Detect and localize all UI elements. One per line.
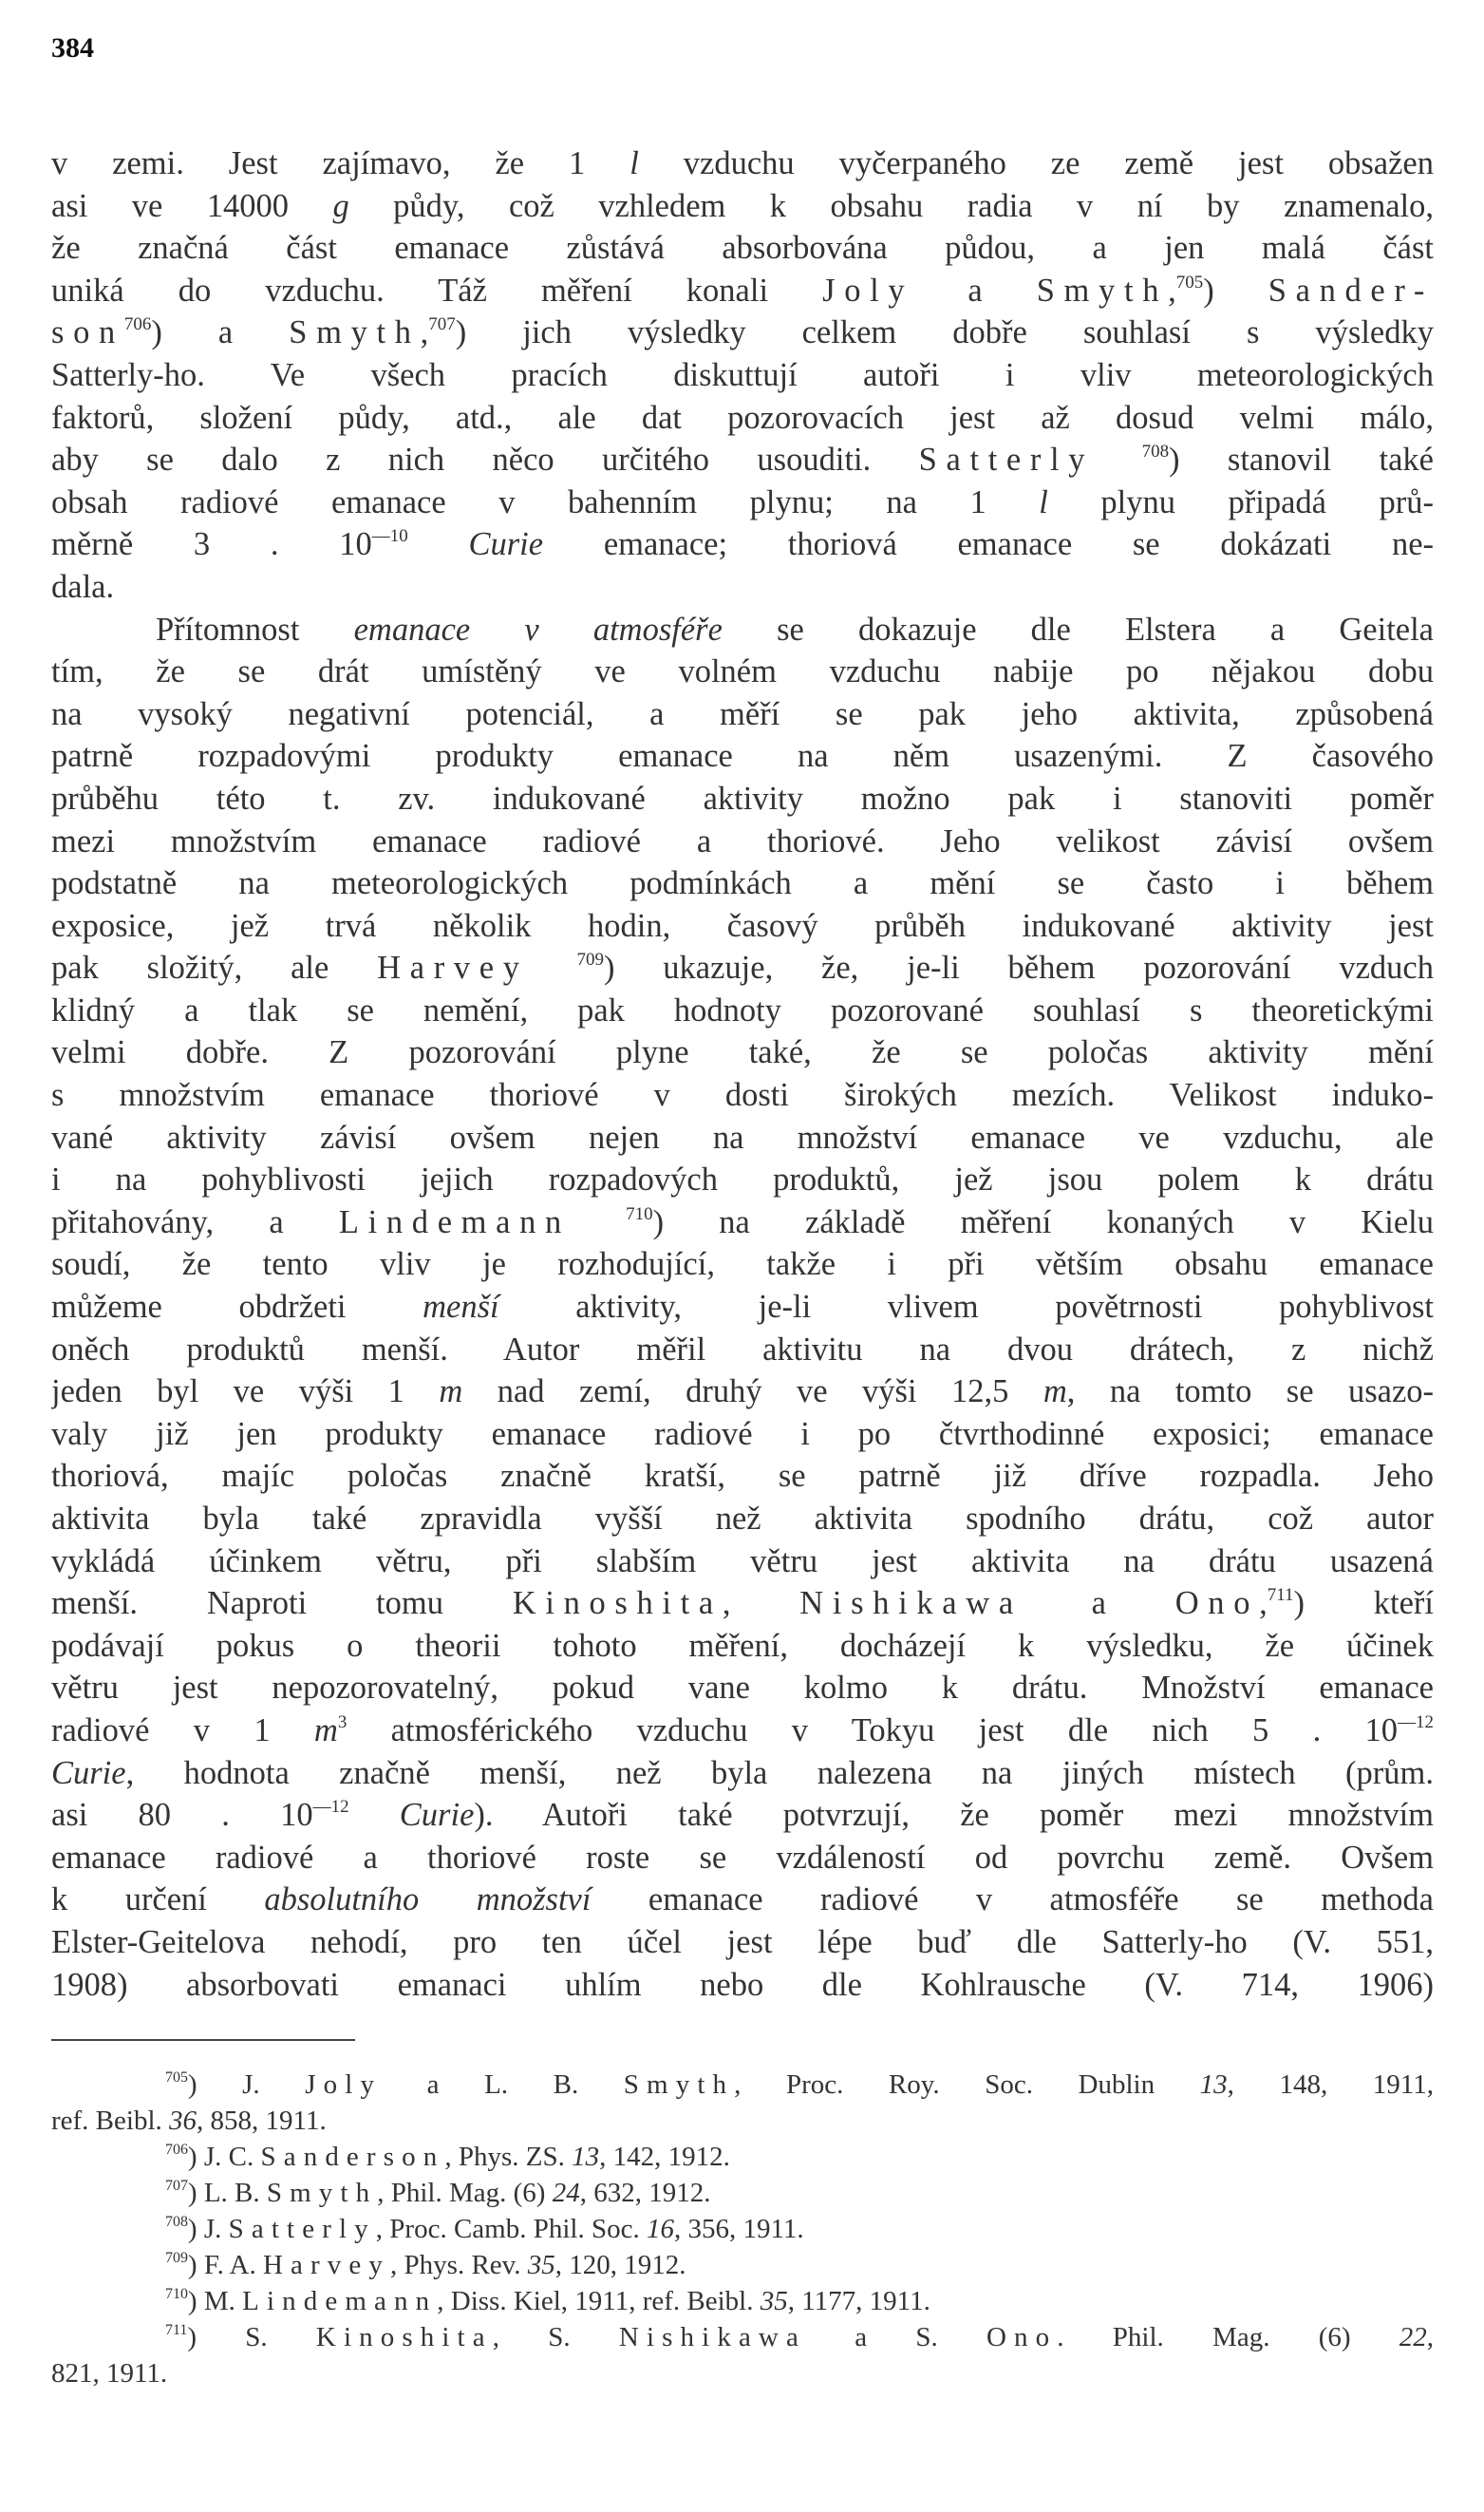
footnote-rule [51,2039,355,2041]
text-line: průběhu této t. zv. indukované aktivity možno pak i stanoviti poměr [51,780,1434,817]
text-line: i na pohyblivosti jejich rozpadových produktů, jež jsou polem k drátu [51,1162,1434,1199]
text-line: exposice, jež trvá několik hodin, časový průběh indukované aktivity jest [51,907,1434,944]
footnote-line: $^{711}$) S. Kinoshita, S. Nishikawa a S. Ono. Phil. Mag. (6) 22, [165,2322,1434,2352]
text-line: vané aktivity závisí ovšem nejen na množství emanace ve vzduchu, ale [51,1119,1434,1156]
footnote-line: $^{709}$) F. A. Harvey, Phys. Rev. 35, 120, 1912. [165,2250,686,2280]
text-line: Satterly-ho. Ve všech pracích diskuttují autoři i vliv meteorologických [51,356,1434,393]
text-line: soudí, že tento vliv je rozhodující, takže i při větším obsahu emanace [51,1246,1434,1283]
text-line: pak složitý, ale Harvey $^{709}$) ukazuje, že, je-li během pozorování vzduch [51,950,1434,987]
text-line: můžeme obdržeti menší aktivity, je-li vlivem povětrnosti pohyblivost [51,1289,1434,1326]
text-line: větru jest nepozorovatelný, pokud vane kolmo k drátu. Množství emanace [51,1670,1434,1707]
text-line: jeden byl ve výši 1 m nad zemí, druhý ve výši 12,5 m, na tomto se usazo- [51,1373,1434,1410]
text-line: tím, že se drát umístěný ve volném vzduchu nabije po nějakou dobu [51,653,1434,690]
text-line: radiové v 1 $m^3$ atmosférického vzduchu v Tokyu jest dle nich 5 . $10^{—12}$ [51,1711,1434,1748]
text-line: měrně 3 . $10^{—10}$ Curie emanace; thoriová emanace se dokázati ne- [51,526,1434,563]
text-line: son$^{706}$) a Smyth,$^{707}$) jich výsledky celkem dobře souhlasí s výsledky [51,314,1434,351]
text-line: vykládá účinkem větru, při slabším větru jest aktivita na drátu usazená [51,1542,1434,1579]
footnotes [51,2067,1434,2391]
text-line: uniká do vzduchu. Táž měření konali Joly a Smyth,$^{705}$) Sander- [51,272,1434,309]
footnote-line: $^{705}$) J. Joly a L. B. Smyth, Proc. Roy. Soc. Dublin 13, 148, 1911, [165,2069,1434,2100]
text-line: přitahovány, a Lindemann $^{710}$) na základě měření konaných v Kielu [51,1203,1434,1240]
footnote-line: $^{707}$) L. B. Smyth, Phil. Mag. (6) 24, 632, 1912. [165,2178,711,2208]
footnote-line: $^{710}$) M. Lindemann, Diss. Kiel, 1911, ref. Beibl. 35, 1177, 1911. [165,2286,930,2316]
text-line: klidný a tlak se nemění, pak hodnoty pozorované souhlasí s theoretickými [51,992,1434,1029]
page-number: 384 [51,32,94,64]
text-line: na vysoký negativní potenciál, a měří se pak jeho aktivita, způsobená [51,695,1434,732]
footnote-line: $^{708}$) J. Satterly, Proc. Camb. Phil. Soc. 16, 356, 1911. [165,2214,804,2244]
text-line: obsah radiové emanace v bahenním plynu; na 1 l plynu připadá prů- [51,483,1434,520]
body-text [51,142,1434,2006]
text-line: aby se dalo z nich něco určitého usouditi. Satterly $^{708}$) stanovil také [51,441,1434,479]
text-line: že značná část emanace zůstává absorbována půdou, a jen malá část [51,230,1434,267]
text-line: faktorů, složení půdy, atd., ale dat pozorovacích jest až dosud velmi málo, [51,399,1434,436]
text-line: dala. [51,568,115,605]
text-line: Curie, hodnota značně menší, než byla nalezena na jiných místech (prům. [51,1754,1434,1791]
text-line: mezi množstvím emanace radiové a thoriové. Jeho velikost závisí ovšem [51,822,1434,859]
text-line: aktivita byla také zpravidla vyšší než aktivita spodního drátu, což autor [51,1501,1434,1537]
text-line: emanace radiové a thoriové roste se vzdáleností od povrchu země. Ovšem [51,1839,1434,1876]
text-line: Přítomnost emanace v atmosféře se dokazuje dle Elstera a Geitela [156,611,1434,648]
text-line: v zemi. Jest zajímavo, že 1 l vzduchu vyčerpaného ze země jest obsažen [51,145,1434,181]
text-line: valy již jen produkty emanace radiové i po čtvrthodinné exposici; emanace [51,1415,1434,1452]
text-line: menší. Naproti tomu Kinoshita, Nishikawa a Ono,$^{711}$) kteří [51,1584,1434,1622]
text-line: 1908) absorbovati emanaci uhlím nebo dle Kohlrausche (V. 714, 1906) [51,1966,1434,2003]
text-line: podstatně na meteorologických podmínkách a mění se často i během [51,865,1434,902]
text-line: thoriová, majíc poločas značně kratší, se patrně již dříve rozpadla. Jeho [51,1458,1434,1495]
text-line: asi ve 14000 g půdy, což vzhledem k obsahu radia v ní by znamenalo, [51,187,1434,224]
text-line: Elster-Geitelova nehodí, pro ten účel jest lépe buď dle Satterly-ho (V. 551, [51,1923,1434,1960]
text-line: patrně rozpadovými produkty emanace na něm usazenými. Z časového [51,738,1434,775]
text-line: podávají pokus o theorii tohoto měření, docházejí k výsledku, že účinek [51,1627,1434,1664]
footnote-line: ref. Beibl. 36, 858, 1911. [51,2106,327,2136]
text-line: oněch produktů menší. Autor měřil aktivitu na dvou drátech, z nichž [51,1331,1434,1368]
text-line: s množstvím emanace thoriové v dosti širokých mezích. Velikost induko- [51,1077,1434,1114]
footnote-line: 821, 1911. [51,2358,168,2389]
text-line: k určení absolutního množství emanace radiové v atmosféře se methoda [51,1881,1434,1918]
footnote-line: $^{706}$) J. C. Sanderson, Phys. ZS. 13, 142, 1912. [165,2142,730,2172]
text-line: asi 80 . $10^{—12}$ Curie). Autoři také potvrzují, že poměr mezi množstvím [51,1796,1434,1834]
text-line: velmi dobře. Z pozorování plyne také, že se poločas aktivity mění [51,1034,1434,1071]
